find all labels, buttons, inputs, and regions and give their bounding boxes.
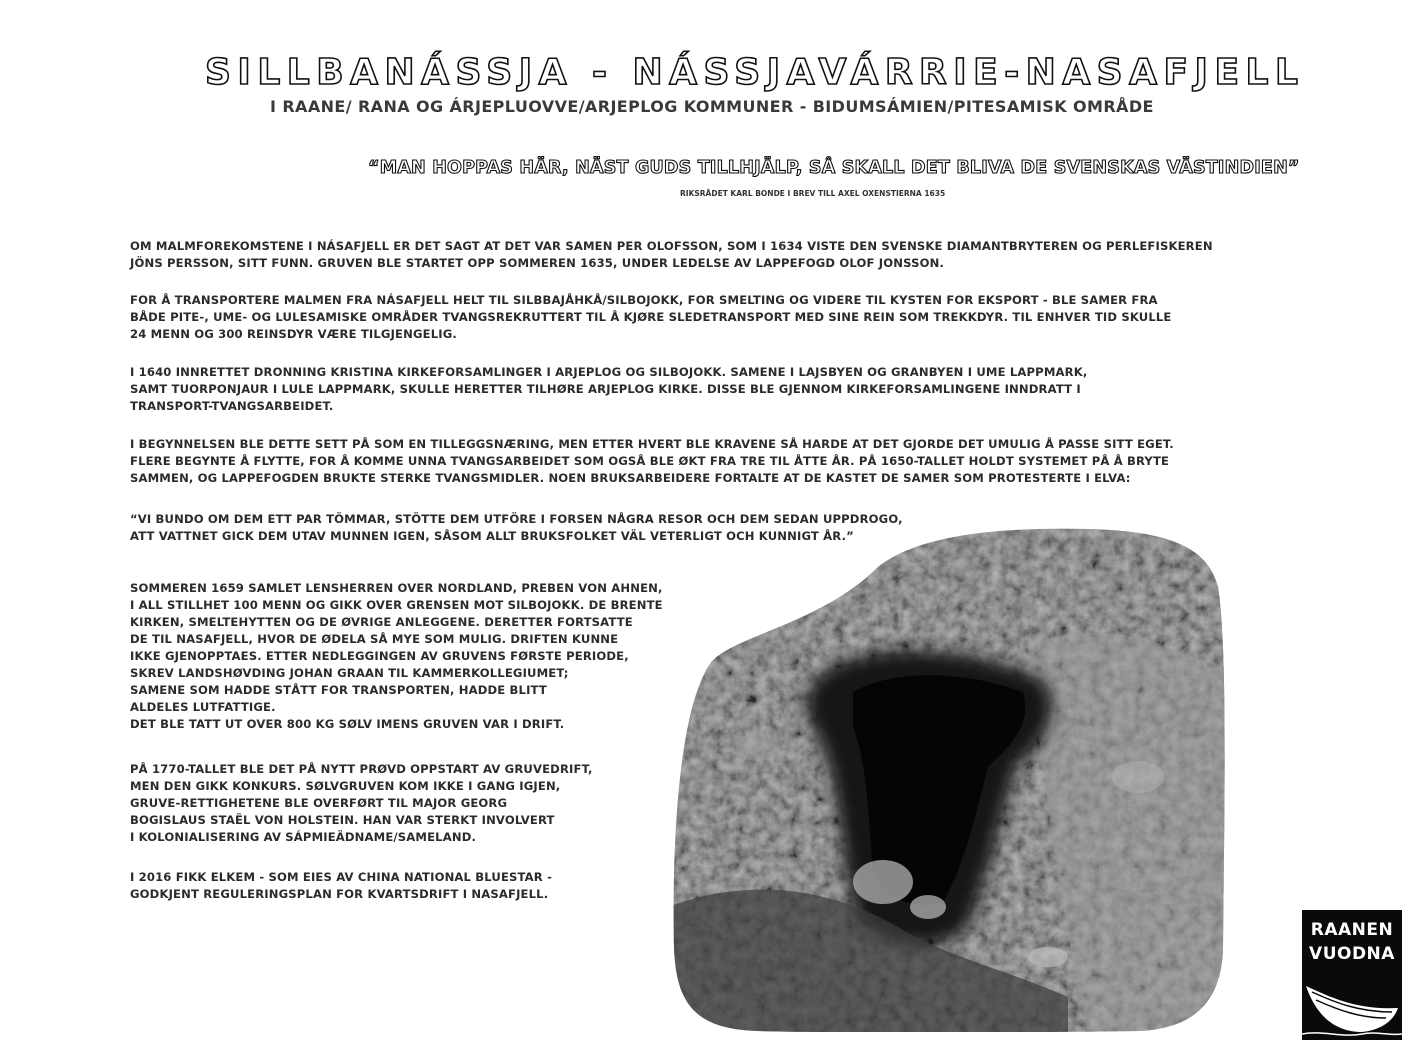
text-line: DE TIL NASAFJELL, HVOR DE ØDELA SÅ MYE SOM MULIG. DRIFTEN KUNNE: [130, 632, 619, 646]
text-line: “VI BUNDO OM DEM ETT PAR TÖMMAR, STÖTTE DEM UTFÖRE I FORSEN NÅGRA RESOR OCH DEM SEDAN UPPDROGO,: [130, 512, 903, 526]
text-line: MEN DEN GIKK KONKURS. SØLVGRUVEN KOM IKKE I GANG IGJEN,: [130, 779, 561, 793]
text-line: PÅ 1770-TALLET BLE DET PÅ NYTT PRØVD OPPSTART AV GRUVEDRIFT,: [130, 762, 593, 776]
text-line: SAMENE SOM HADDE STÅTT FOR TRANSPORTEN, HADDE BLITT: [130, 683, 547, 697]
logo-text-line1: RAANEN: [1310, 920, 1394, 940]
text-line: SKREV LANDSHØVDING JOHAN GRAAN TIL KAMMERKOLLEGIUMET;: [130, 666, 569, 680]
logo-text-line2: VUODNA: [1309, 944, 1395, 964]
epigraph-quote: “MAN HOPPAS HÄR, NÄST GUDS TILLHJÄLP, SÅ SKALL DET BLIVA DE SVENSKAS VÄSTINDIEN”: [368, 158, 1300, 178]
text-line: 24 MENN OG 300 REINSDYR VÆRE TILGJENGELIG.: [130, 327, 457, 341]
paragraph-1770s: [130, 761, 593, 846]
text-line: GODKJENT REGULERINGSPLAN FOR KVARTSDRIFT I NASAFJELL.: [130, 887, 549, 901]
text-line: SAMMEN, OG LAPPEFOGDEN BRUKTE STERKE TVANGSMIDLER. NOEN BRUKSARBEIDERE FORTALTE AT DE KASTET DE SAMER SOM PROTESTERTE I ELVA:: [130, 471, 1131, 485]
quote-attribution: RIKSRÅDET KARL BONDE I BREV TILL AXEL OXENSTIERNA 1635: [680, 189, 946, 198]
page-title: SILLBANÁSSJA - NÁSSJAVÁRRIE-NASAFJELL: [205, 52, 1305, 93]
text-line: BÅDE PITE-, UME- OG LULESAMISKE OMRÅDER TVANGSREKRUTTERT TIL Å KJØRE SLEDETRANSPORT MED SINE REIN SOM TREKKDYR. TIL ENHVER TID SKULLE: [130, 310, 1172, 324]
text-line: TRANSPORT-TVANGSARBEIDET.: [130, 399, 334, 413]
paragraph-1659-attack: [130, 580, 663, 733]
text-line: FLERE BEGYNTE Å FLYTTE, FOR Å KOMME UNNA TVANGSARBEIDET SOM OGSÅ BLE ØKT FRA TRE TIL ÅTTE ÅR. PÅ 1650-TALLET HOLDT SYSTEMET PÅ Å BRYTE: [130, 454, 1170, 468]
text-line: I ALL STILLHET 100 MENN OG GIKK OVER GRENSEN MOT SILBOJOKK. DE BRENTE: [130, 598, 663, 612]
text-line: SAMT TUORPONJAUR I LULE LAPPMARK, SKULLE HERETTER TILHØRE ARJEPLOG KIRKE. DISSE BLE GJENNOM KIRKEFORSAMLINGENE INNDRATT I: [130, 382, 1081, 396]
text-line: OM MALMFOREKOMSTENE I NÁSAFJELL ER DET SAGT AT DET VAR SAMEN PER OLOFSSON, SOM I 1634 VISTE DEN SVENSKE DIAMANTBRYTEREN OG PERLEFISKEREN: [130, 239, 1213, 253]
text-line: JÖNS PERSSON, SITT FUNN. GRUVEN BLE STARTET OPP SOMMEREN 1635, UNDER LEDELSE AV LAPPEFOGD OLOF JONSSON.: [130, 256, 945, 270]
text-line: I 2016 FIKK ELKEM - SOM EIES AV CHINA NATIONAL BLUESTAR -: [130, 870, 553, 884]
text-line: IKKE GJENOPPTAES. ETTER NEDLEGGINGEN AV GRUVENS FØRSTE PERIODE,: [130, 649, 629, 663]
page-subtitle: I RAANE/ RANA OG ÁRJEPLUOVVE/ARJEPLOG KOMMUNER - BIDUMSÁMIEN/PITESAMISK OMRÅDE: [270, 97, 1154, 116]
text-line: GRUVE-RETTIGHETENE BLE OVERFØRT TIL MAJOR GEORG: [130, 796, 508, 810]
paragraph-transport: [130, 292, 1172, 343]
paragraph-forced-labour: [130, 436, 1174, 487]
paragraph-discovery: [130, 238, 1213, 272]
text-line: ALDELES LUTFATTIGE.: [130, 700, 276, 714]
text-line: I 1640 INNRETTET DRONNING KRISTINA KIRKEFORSAMLINGER I ARJEPLOG OG SILBOJOKK. SAMENE I LAJSBYEN OG GRANBYEN I UME LAPPMARK,: [130, 365, 1088, 379]
text-line: SOMMEREN 1659 SAMLET LENSHERREN OVER NORDLAND, PREBEN VON AHNEN,: [130, 581, 663, 595]
text-line: KIRKEN, SMELTEHYTTEN OG DE ØVRIGE ANLEGGENE. DERETTER FORTSATTE: [130, 615, 633, 629]
text-line: ATT VATTNET GICK DEM UTAV MUNNEN IGEN, SÅSOM ALLT BRUKSFOLKET VÄL VETERLIGT OCH KUNNIGT ÅR.”: [130, 529, 854, 543]
text-line: BOGISLAUS STAËL VON HOLSTEIN. HAN VAR STERKT INVOLVERT: [130, 813, 555, 827]
paragraph-2016: [130, 869, 552, 903]
text-line: I BEGYNNELSEN BLE DETTE SETT PÅ SOM EN TILLEGGSNÆRING, MEN ETTER HVERT BLE KRAVENE SÅ HARDE AT DET GJORDE DET UMULIG Å PASSE SITT EGET.: [130, 437, 1174, 451]
paragraph-church: [130, 364, 1087, 415]
mine-entrance-photo: [668, 527, 1228, 1032]
boat-icon: [1302, 968, 1402, 1040]
raanen-vuodna-logo: [1302, 910, 1402, 1040]
text-line: DET BLE TATT UT OVER 800 KG SØLV IMENS GRUVEN VAR I DRIFT.: [130, 717, 565, 731]
text-line: I KOLONIALISERING AV SÁPMIEÄDNAME/SAMELAND.: [130, 830, 477, 844]
text-line: FOR Å TRANSPORTERE MALMEN FRA NÁSAFJELL HELT TIL SILBBAJÅHKÅ/SILBOJOKK, FOR SMELTING OG VIDERE TIL KYSTEN FOR EKSPORT - BLE SAMER FRA: [130, 293, 1158, 307]
